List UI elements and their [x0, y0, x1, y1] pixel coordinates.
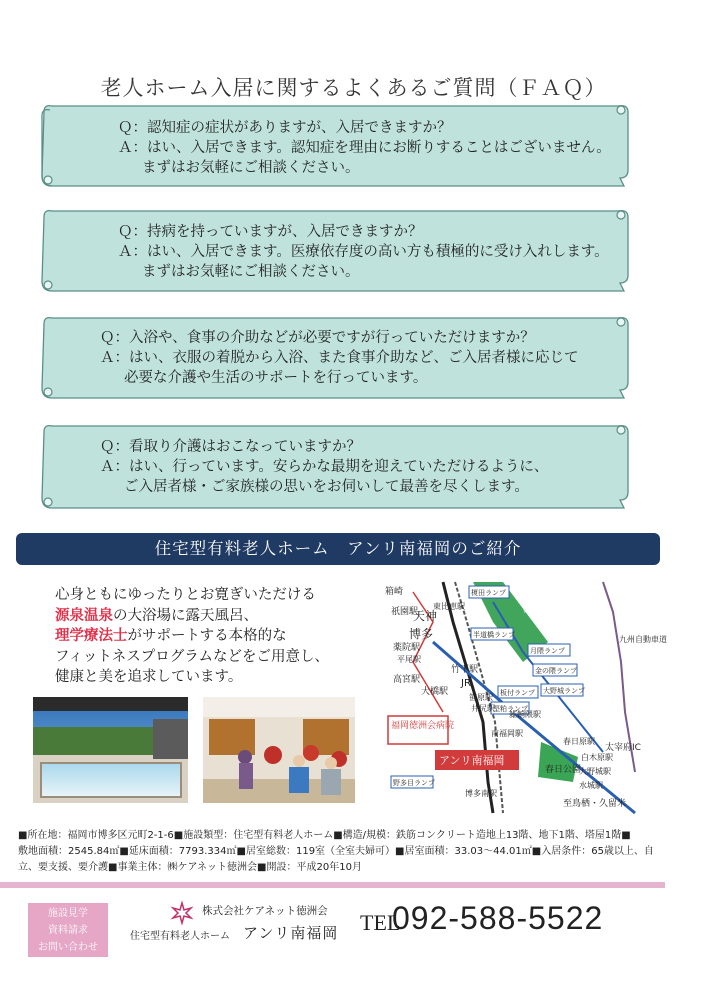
map-label: 堅粕ランプ: [493, 705, 528, 713]
company-logo-icon: [171, 902, 193, 928]
map-label: 祇園駅: [391, 607, 419, 617]
map-label: 箱崎: [385, 587, 404, 597]
faq-item-1: [38, 100, 630, 188]
map-label: 野多目ランプ: [393, 779, 435, 787]
map-label: 平尾駅: [397, 655, 421, 664]
contact-box-line: 資料請求: [48, 925, 88, 936]
map-label: 白木原駅: [581, 753, 613, 762]
faq-answer: Ａ：はい、入居できます。医療依存度の高い方も積極的に受け入れします。: [118, 244, 609, 260]
faq-question: Ｑ：持病を持っていますが、入居できますか？: [118, 224, 423, 240]
facts-line: ■所在地：福岡市博多区元町2-1-6■施設類型：住宅型有料老人ホーム■構造/規模：鉄筋コンクリート造地上13階、地下1階、塔屋1階■: [18, 830, 631, 841]
map-label: 大野城ランプ: [543, 687, 585, 695]
map-label: 大橋駅: [421, 687, 449, 697]
faq-question: Ｑ：看取り介護はおこなっていますか？: [100, 439, 361, 455]
facts-line: 敷地面積：2545.84㎡■延床面積：7793.334㎡■居室総数：119室（全室夫婦可）■居室面積：33.03～44.01㎡■入居条件：65歳以上、自: [18, 846, 654, 857]
map-label: 竹下駅: [451, 665, 479, 675]
faq-answer-cont: 必要な介護や生活のサポートを行っています。: [124, 370, 428, 386]
photo-open-air-bath: [33, 697, 188, 803]
tel-label: TEL: [360, 910, 401, 935]
map-label: 榎田ランプ: [471, 589, 506, 597]
map-label: 天神: [413, 609, 438, 623]
contact-box: [28, 903, 108, 957]
intro-text: [55, 585, 329, 688]
map-label: 金の隈ランプ: [535, 667, 577, 675]
facility-facts: [18, 828, 690, 876]
intro-line: 心身ともにゆったりとお寛ぎいただける: [55, 587, 316, 603]
faq-answer: Ａ：はい、入居できます。認知症を理由にお断りすることはございません。: [118, 140, 611, 156]
intro-line: [55, 626, 329, 647]
photo-fitness-program: [203, 697, 355, 803]
intro-line: 健康と美を追求しています。: [55, 669, 243, 685]
map-label: 博多: [409, 627, 434, 641]
map-label: 至鳥栖・久留米: [563, 799, 627, 809]
map-label: 博多南駅: [465, 789, 497, 798]
map-label: 春日原駅: [563, 737, 595, 746]
map-label: JR: [461, 678, 471, 689]
faq-answer-cont: ご入居者様・ご家族様の思いをお伺いして最善を尽くします。: [124, 479, 529, 495]
phone-number[interactable]: 092-588-5522: [392, 900, 604, 936]
intro-text-fragment: がサポートする本格的な: [127, 628, 287, 644]
map-label: 半道橋ランプ: [473, 631, 515, 639]
map-label: 大野城駅: [579, 767, 611, 776]
faq-question: Ｑ：入浴や、食事の介助などが必要ですが行っていただけますか？: [100, 330, 535, 346]
map-label: 高宮駅: [393, 675, 421, 685]
map-label: 福岡空港: [523, 605, 555, 614]
facts-line: 立、要支援、要介護■事業主体：㈱ケアネット徳洲会■開設：平成20年10月: [18, 862, 362, 873]
map-label: 太宰府IC: [605, 743, 641, 753]
map-label: 雑餉隈駅: [509, 710, 541, 719]
map-label: 春日公園: [545, 765, 582, 775]
faq-answer: Ａ：はい、衣服の着脱から入浴、また食事介助など、ご入居者様に応じて: [100, 350, 579, 366]
map-label: 九州自動車道: [619, 635, 667, 644]
facility-name: アンリ南福岡: [243, 924, 339, 942]
map-label: 水城駅: [579, 781, 603, 790]
section-banner: 住宅型有料老人ホーム アンリ南福岡のご紹介: [16, 533, 660, 565]
intro-line: [55, 606, 329, 627]
faq-item-3: [38, 312, 630, 400]
intro-text-fragment: の大浴場に露天風呂、: [113, 607, 258, 624]
page-title: 老人ホーム入居に関するよくあるご質問（ＦＡＱ）: [100, 76, 607, 100]
highlight-hot-spring: 源泉温泉: [55, 607, 113, 624]
map-label: 月隈ランプ: [530, 647, 565, 655]
facility-type: 住宅型有料老人ホーム: [130, 931, 230, 942]
map-hospital-label: 福岡徳洲会病院: [391, 721, 455, 731]
map-label: 南福岡駅: [491, 729, 523, 738]
contact-box-line: お問い合わせ: [38, 942, 98, 953]
access-map: [373, 582, 667, 813]
map-label: 井尻駅: [471, 704, 495, 713]
map-label: 笹原駅: [469, 693, 493, 702]
contact-box-line: 施設見学: [48, 908, 88, 919]
faq-answer: Ａ：はい、行っています。安らかな最期を迎えていただけるように、: [100, 459, 549, 475]
map-facility-label: アンリ南福岡: [439, 754, 505, 767]
highlight-therapist: 理学療法士: [55, 628, 128, 644]
map-label: 板付ランプ: [500, 689, 535, 697]
company-name: 株式会社ケアネット徳洲会: [202, 905, 328, 917]
faq-answer-cont: まずはお気軽にご相談ください。: [142, 264, 360, 280]
map-label: 東比恵駅: [433, 602, 465, 611]
faq-item-4: [38, 420, 630, 508]
intro-line: フィットネスプログラムなどをご用意し、: [55, 648, 330, 665]
faq-answer-cont: まずはお気軽にご相談ください。: [142, 160, 360, 176]
faq-item-2: [38, 205, 630, 293]
map-label: 薬院駅: [393, 643, 421, 653]
faq-question: Ｑ：認知症の症状がありますが、入居できますか？: [118, 120, 452, 136]
